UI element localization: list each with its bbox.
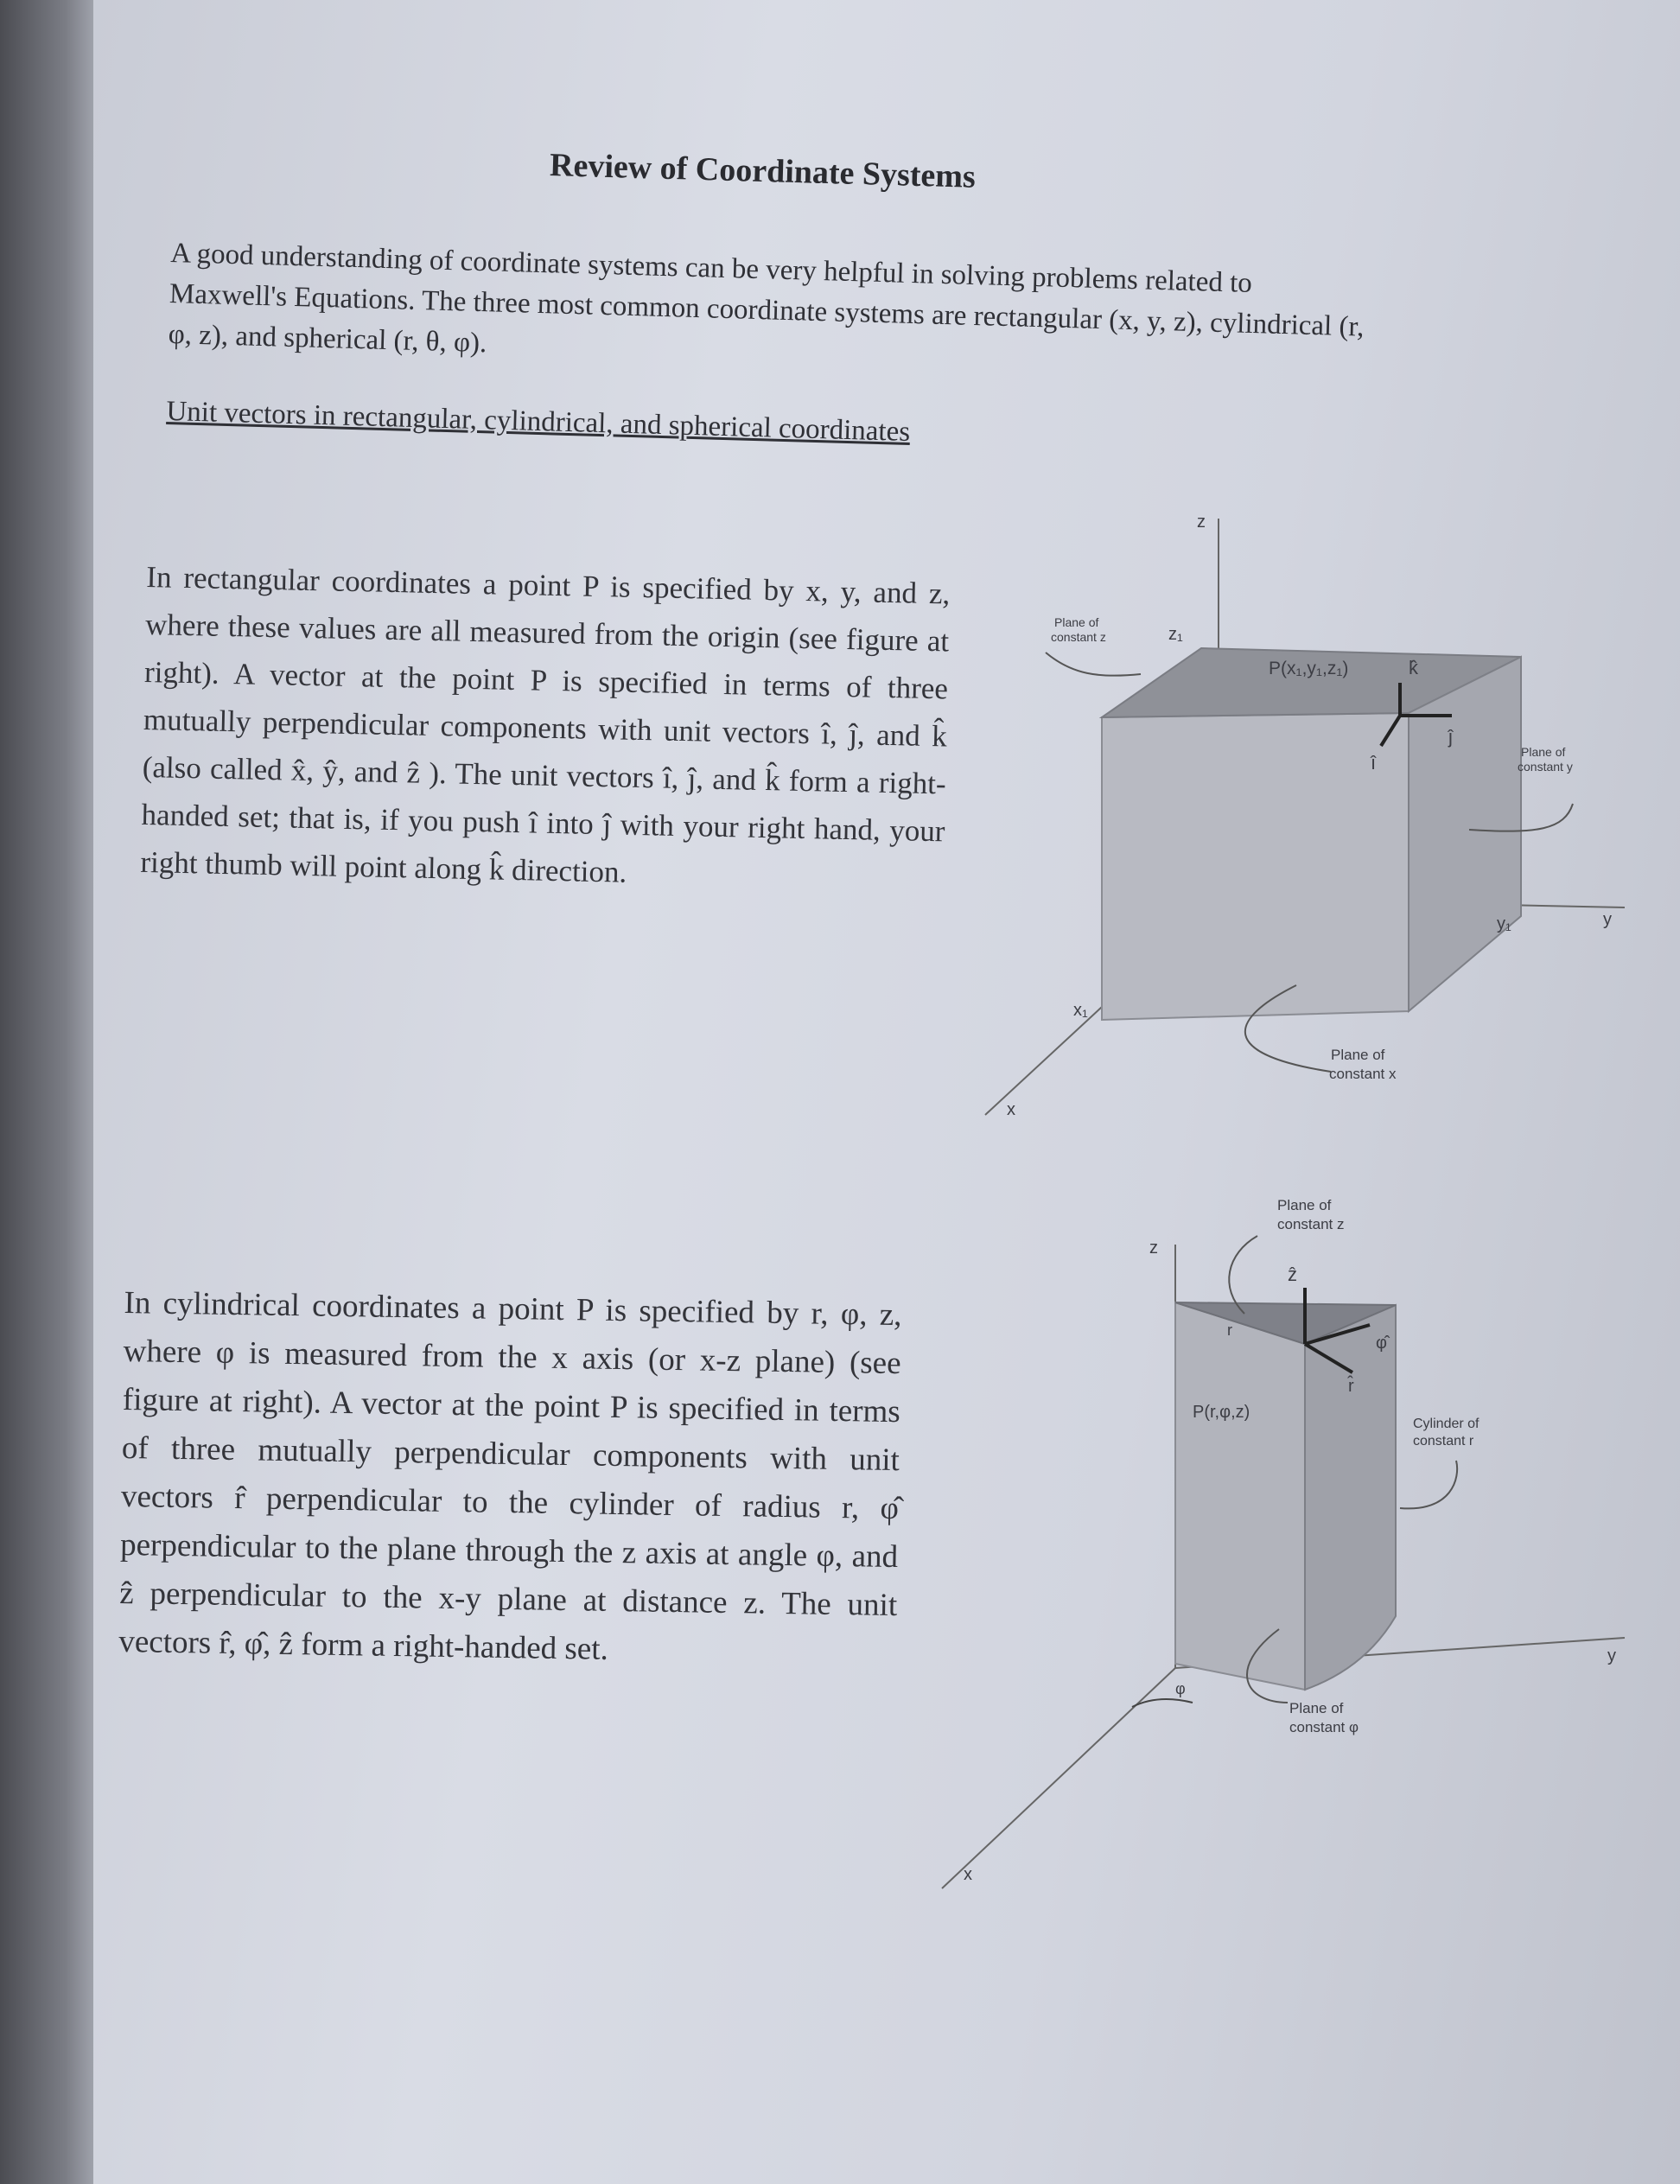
front-face <box>1102 713 1409 1020</box>
plane-z-label-2: constant z <box>1277 1216 1345 1232</box>
axis-x-label: x <box>1007 1100 1015 1119</box>
cylindrical-figure <box>916 1184 1642 1910</box>
vec-j-label: ĵ <box>1448 726 1453 748</box>
axis-y-label: y <box>1603 910 1612 929</box>
plane-z-label-2: constant z <box>1051 630 1106 644</box>
plane-x-label-2: constant x <box>1329 1066 1397 1082</box>
cylindrical-text: In cylindrical coordinates a point P is specified by r, φ, z, where φ is measured from the x axis (or x-z plane) (see figure at right). A vector at the point P is specified in terms of three mutually perpendicular components with unit vectors r̂ perpendicular to the cylinder of radius r, φ̂ perpendicular to the plane through the z axis at angle φ, and ẑ perpendicular to the x-y plane at distance z. The unit vectors r̂, φ̂, ẑ form a right-handed set. <box>118 1284 902 1667</box>
rectangular-paragraph <box>140 553 951 902</box>
cylinder-label-1: Cylinder of <box>1413 1417 1480 1431</box>
side-face <box>1409 657 1521 1011</box>
vec-z-label: ẑ <box>1288 1264 1297 1285</box>
plane-y-label-2: constant y <box>1518 760 1573 774</box>
cylindrical-paragraph <box>118 1279 902 1678</box>
section-heading: Unit vectors in rectangular, cylindrical, and spherical coordinates <box>165 396 911 449</box>
wedge-curved-face <box>1305 1305 1396 1690</box>
plane-y-label-1: Plane of <box>1521 745 1566 759</box>
rectangular-figure <box>968 501 1642 1158</box>
page-title: Review of Coordinate Systems <box>549 147 977 195</box>
x1-label: x₁ <box>1073 1001 1088 1020</box>
cylinder-pointer <box>1400 1461 1457 1508</box>
radius-label: r <box>1227 1321 1232 1339</box>
vec-i-label: î <box>1371 752 1377 774</box>
y1-label: y₁ <box>1497 914 1511 933</box>
cylinder-label-2: constant r <box>1413 1434 1474 1449</box>
plane-z-label-1: Plane of <box>1277 1197 1332 1213</box>
cyl-axis-y-label: y <box>1607 1646 1616 1665</box>
vec-phi-label: φ̂ <box>1376 1334 1387 1353</box>
wedge-left-face <box>1175 1302 1305 1690</box>
plane-z-label-1: Plane of <box>1054 615 1099 629</box>
vec-k-label: k̂ <box>1409 657 1418 678</box>
plane-z-pointer <box>1046 653 1141 676</box>
z1-label: z₁ <box>1168 625 1183 644</box>
plane-x-label-1: Plane of <box>1331 1047 1385 1063</box>
point-p-label: P(x₁,y₁,z₁) <box>1269 659 1349 678</box>
cyl-x-axis-line <box>942 1668 1175 1888</box>
plane-phi-label-2: constant φ <box>1289 1719 1359 1735</box>
angle-phi-label: φ <box>1175 1680 1186 1697</box>
cyl-point-label: P(r,φ,z) <box>1193 1403 1250 1422</box>
cyl-axis-x-label: x <box>964 1865 972 1884</box>
plane-z-pointer <box>1229 1236 1257 1314</box>
vec-r-label: r̂ <box>1348 1377 1354 1396</box>
cyl-axis-z-label: z <box>1149 1238 1158 1258</box>
axis-z-label: z <box>1197 513 1206 532</box>
plane-phi-label-1: Plane of <box>1289 1700 1344 1716</box>
rectangular-text: In rectangular coordinates a point P is specified by x, y, and z, where these values are all measured from the origin (see figure at right). A vector at the point P is specified in terms of three mutually perpendicular components with unit vectors î, ĵ, and k̂ (also called x̂, ŷ, and ẑ ). The unit vectors î, ĵ, and k̂ form a right-handed set; that is, if you push î into ĵ with your right hand, your right thumb will point along k̂ direction. <box>140 559 951 889</box>
intro-text: A good understanding of coordinate systems can be very helpful in solving problems related to Maxwell's Equations. The three most common coordinate systems are rectangular (x, y, z), cylindrical (r, φ, z), and spherical (r, θ, φ). <box>168 237 1365 360</box>
page-shadow <box>0 0 93 2184</box>
